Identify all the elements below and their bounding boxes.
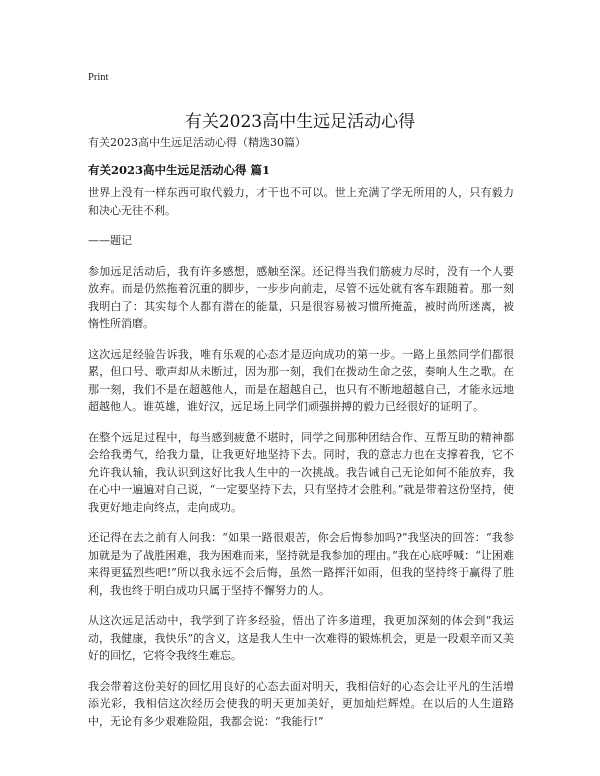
paragraph: 在整个远足过程中，每当感到疲惫不堪时，同学之间那种团结合作、互帮互助的精神都会给我勇气，给我力量，让我更好地坚持下去。同时，我的意志力也在支撑着我，它不允许我认输，我认识到这好比我人生中的一次挑战。我告诫自己无论如何不能放弃，我在心中一遍遍对自己说，“一定要坚持下去，只有坚持才会胜利。”就是带着这份坚持，使我更好地走向终点，走向成功。 [88,430,514,514]
paragraph: 参加远足活动后，我有许多感想，感触至深。还记得当我们筋疲力尽时，没有一个人要放弃。而是仍然拖着沉重的脚步，一步步向前走，尽管不远处就有客车跟随着。那一刻我明白了：其实每个人都有潜在的能量，只是很容易被习惯所掩盖，被时尚所迷离，被惰性所消磨。 [88,264,514,330]
document-body [88,184,514,743]
paragraph: 世界上没有一样东西可取代毅力，才干也不可以。世上充满了学无所用的人，只有毅力和决心无往不利。 [88,186,514,217]
paragraph: 这次远足经验告诉我，唯有乐观的心态才是迈向成功的第一步。一路上虽然同学们都很累，但口号、歌声却从未断过，因为那一刻，我们在拨动生命之弦，奏响人生之歌。在那一刻，我们不是在超越他人，而是在超越自己，也只有不断地超越自己，才能永远地超越他人。谁英雄，谁好汉，远足场上同学们顽强拼搏的毅力已经很好的证明了。 [88,347,514,413]
paragraph: 我会带着这份美好的回忆用良好的心态去面对明天，我相信好的心态会让平凡的生活增添光彩，我相信这次经历会使我的明天更加美好，更加灿烂辉煌。在以后的人生道路中，无论有多少艰难险阻，我都会说：“我能行!” [88,679,514,728]
document-subtitle: 有关2023高中生远足活动心得（精选30篇） [88,136,306,149]
print-label[interactable]: Print [88,72,109,83]
paragraph: 从这次远足活动中，我学到了许多经验，悟出了许多道理，我更加深刻的体会到“我运动，我健康，我快乐”的含义，这是我人生中一次难得的锻炼机会，更是一段艰辛而又美好的回忆，它将令我终生难忘。 [88,614,514,662]
paragraph: 还记得在去之前有人问我：“如果一路很艰苦，你会后悔参加吗?”我坚决的回答：“我参加就是为了战胜困难，我为困难而来，坚持就是我参加的理由。”我在心底呼喊：“让困难来得更猛烈些吧!”所以我永远不会后悔，虽然一路挥汗如雨，但我的坚持终于赢得了胜利，我也终于明白成功只属于坚持不懈努力的人。 [88,531,514,597]
section-heading: 有关2023高中生远足活动心得 篇1 [88,163,271,177]
document-title: 有关2023高中生远足活动心得 [184,112,416,133]
paragraph: ——题记 [88,234,132,247]
